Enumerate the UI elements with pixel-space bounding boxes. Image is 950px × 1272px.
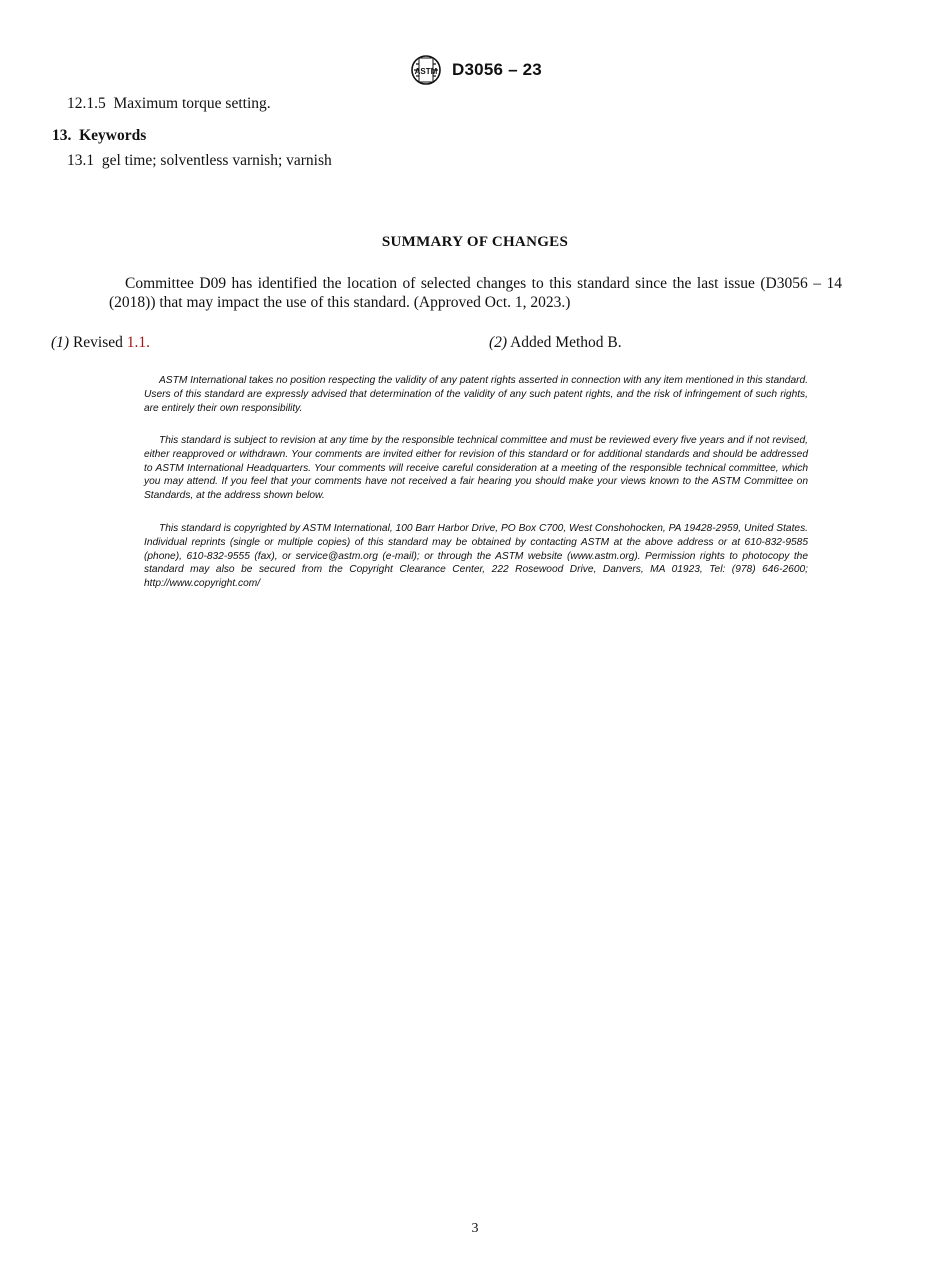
page-number: 3: [471, 1221, 479, 1236]
section-heading-keywords: [52, 126, 146, 145]
section-link-1-1[interactable]: 1.1: [126, 334, 147, 351]
change-item-1: [51, 333, 150, 352]
summary-of-changes-title: SUMMARY OF CHANGES: [381, 234, 569, 250]
svg-text:ASTM: ASTM: [414, 67, 438, 76]
summary-paragraph: Committee D09 has identified the location of selected changes to this standard since the last issue (D3056 – 14 (2018)) that may impact the use of this standard. (Approved Oct. 1, 2023.): [109, 275, 842, 312]
change-item-2: [489, 333, 622, 352]
page-header: [0, 55, 950, 85]
revision-notice: This standard is subject to revision at any time by the responsible technical committee and must be reviewed every five years and if not revised, either reapproved or withdrawn. Your comments are invited either for revision of this standard or for additional standards and should be addressed to ASTM International Headquarters. Your comments will receive careful consideration at a meeting of the responsible technical committee, which you may attend. If you feel that your comments have not received a fair hearing you should make your views known to the ASTM Committee on Standards, at the address shown below.: [144, 435, 808, 502]
item-text: gel time; solventless varnish; varnish: [101, 152, 332, 169]
item-12-1-5: [67, 94, 271, 113]
change-text: Revised: [72, 334, 127, 351]
change-text: Added Method B.: [510, 334, 622, 351]
patent-notice: ASTM International takes no position respecting the validity of any patent rights asserted in connection with any item mentioned in this standard. Users of this standard are expressly advised that determination of the validity of any such patent rights, and the risk of infringement of such rights, are entirely their own responsibility.: [144, 375, 808, 414]
document-id: D3056 – 23: [452, 60, 542, 79]
copyright-notice: This standard is copyrighted by ASTM International, 100 Barr Harbor Drive, PO Box C700, West Conshohocken, PA 19428-2959, United States. Individual reprints (single or multiple copies) of this standard may be obtained by contacting ASTM at the above address or at 610-832-9585 (phone), 610-832-9555 (fax), or service@astm.org (e-mail); or through the ASTM website (www.astm.org). Permission rights to photocopy the standard may also be secured from the Copyright Clearance Center, 222 Rosewood Drive, Danvers, MA 01923, Tel: (978) 646-2600; http://www.copyright.com/: [144, 523, 808, 590]
change-marker: (1): [51, 334, 70, 351]
section-number: 13.: [52, 127, 72, 144]
section-title: Keywords: [79, 127, 147, 144]
item-text: Maximum torque setting.: [113, 95, 271, 112]
change-marker: (2): [489, 334, 508, 351]
item-number: 13.1: [67, 152, 95, 169]
item-number: 12.1.5: [67, 95, 106, 112]
change-suffix: .: [146, 334, 151, 351]
item-13-1: [67, 151, 332, 170]
astm-logo-icon: [408, 55, 444, 85]
